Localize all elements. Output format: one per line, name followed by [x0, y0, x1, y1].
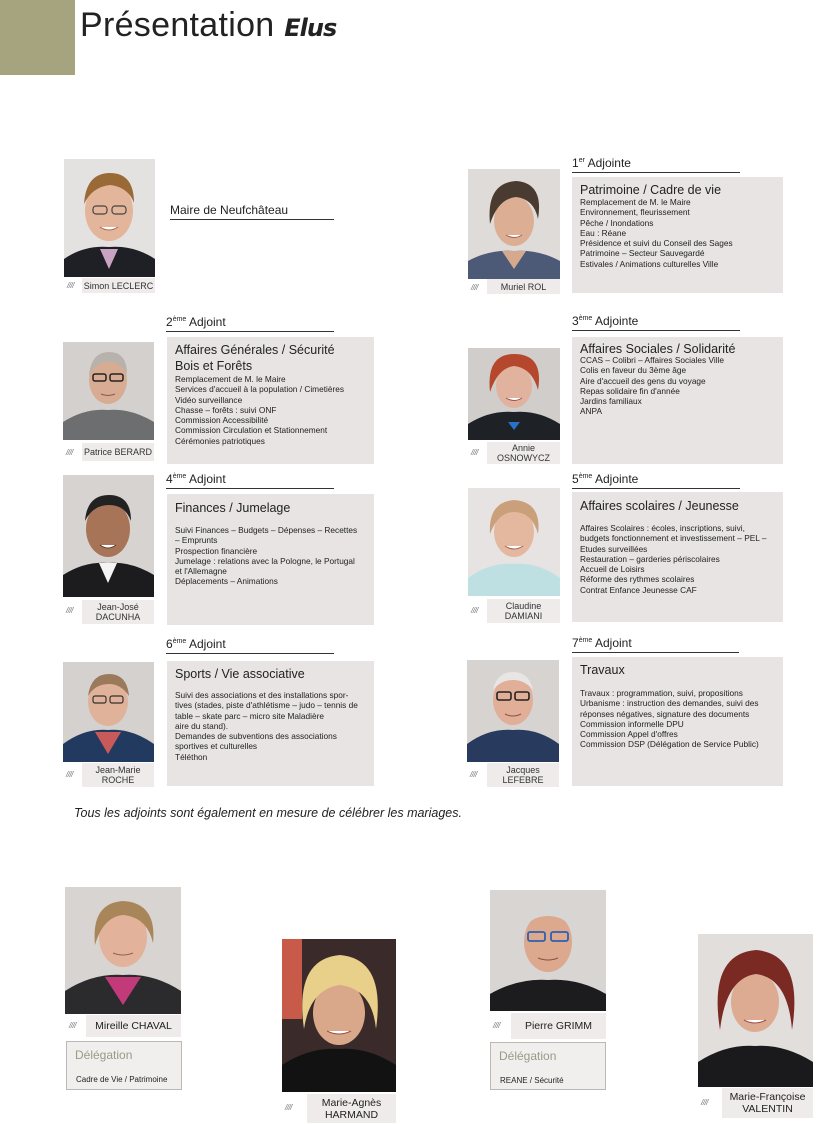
delegation-list: [580, 197, 733, 269]
list-item: Réforme des rythmes scolaires: [580, 574, 695, 585]
list-item: Aire d'accueil des gens du voyage: [580, 375, 706, 386]
slash-mark: ////: [285, 1103, 292, 1112]
councillor-1-photo: [65, 887, 181, 1014]
list-item: Suivi Finances – Budgets – Dépenses – Recettes: [175, 525, 358, 535]
adjoint-5-heading: 5ème Adjointe: [572, 472, 740, 489]
panel-title: Patrimoine / Cadre de vie: [580, 183, 722, 197]
councillor-3-delegation: [490, 1042, 606, 1090]
adjoint-1-heading: 1er Adjointe: [572, 156, 740, 173]
slash-mark: ////: [493, 1021, 500, 1030]
slash-mark: ////: [470, 770, 477, 779]
adjoint-7-name: Jacques LEFEBRE: [487, 763, 559, 787]
adjoint-3-name: Annie OSNOWYCZ: [487, 442, 560, 464]
list-item: Commission Accessibilité: [175, 415, 269, 426]
councillor-2-name: Marie-Agnès HARMAND: [307, 1094, 396, 1123]
list-item: Commission Appel d'offres: [580, 729, 678, 740]
delegation-list: [580, 523, 767, 595]
adjoint-3-heading: 3ème Adjointe: [572, 314, 740, 331]
panel-subtitle: Bois et Forêts: [175, 359, 253, 373]
adjoint-1-name: Muriel ROL: [487, 279, 560, 294]
list-item: Cérémonies patriotiques: [175, 435, 265, 446]
adjoint-3-photo: [468, 348, 560, 440]
councillor-3-photo: [490, 890, 606, 1011]
list-item: Travaux : programmation, suivi, propositions: [580, 688, 743, 698]
list-item: – Emprunts: [175, 535, 218, 546]
list-item: Environnement, fleurissement: [580, 207, 690, 218]
list-item: Commission informelle DPU: [580, 718, 684, 729]
adjoint-3-panel: [572, 337, 783, 464]
slash-mark: ////: [471, 448, 478, 457]
list-item: Chasse – forêts : suivi ONF: [175, 404, 277, 415]
slash-mark: ////: [471, 283, 478, 292]
adjoint-6-photo: [63, 662, 154, 762]
list-item: tives (stades, piste d'athlétisme – judo – tennis de: [175, 700, 358, 711]
adjoint-4-panel: [167, 494, 374, 625]
header-accent-block: [0, 0, 75, 75]
list-item: Services d'accueil à la population / Cimetières: [175, 384, 344, 395]
adjoint-2-heading: 2ème Adjoint: [166, 315, 334, 332]
councillor-1-name: Mireille CHAVAL: [86, 1015, 181, 1037]
list-item: Jardins familiaux: [580, 396, 642, 407]
list-item: Commission Circulation et Stationnement: [175, 425, 328, 436]
adjoint-4-name: Jean-José DACUNHA: [82, 600, 154, 624]
list-item: Contrat Enfance Jeunesse CAF: [580, 584, 697, 595]
adjoint-7-panel: [572, 657, 783, 786]
list-item: Repas solidaire fin d'année: [580, 385, 680, 396]
list-item: Etudes surveillées: [580, 543, 648, 554]
list-item: Estivales / Animations culturelles Ville: [580, 258, 719, 269]
panel-title: Finances / Jumelage: [175, 501, 291, 515]
panel-title: Travaux: [580, 663, 625, 677]
list-item: Urbanisme : instruction des demandes, suivi des: [580, 698, 759, 709]
list-item: Remplacement de M. le Maire: [175, 374, 286, 384]
list-item: Colis en faveur du 3ème âge: [580, 365, 687, 376]
list-item: Commission DSP (Délégation de Service Public): [580, 739, 759, 750]
slash-mark: ////: [471, 606, 478, 615]
adjoint-1-photo: [468, 169, 560, 279]
list-item: Déplacements – Animations: [175, 576, 278, 587]
mayor-role: Maire de Neufchâteau: [170, 203, 334, 220]
marriage-note: Tous les adjoints sont également en mesure de célébrer les mariages.: [74, 806, 462, 820]
list-item: Présidence et suivi du Conseil des Sages: [580, 238, 733, 249]
list-item: réponses négatives, signature des documents: [580, 708, 750, 719]
delegation-text: REANE / Sécurité: [500, 1076, 564, 1085]
list-item: Vidéo surveillance: [175, 394, 243, 405]
adjoint-6-name: Jean-Marie ROCHE: [82, 763, 154, 787]
delegation-text: Cadre de Vie / Patrimoine: [76, 1075, 168, 1084]
list-item: CCAS – Colibri – Affaires Sociales Ville: [580, 355, 725, 365]
adjoint-5-photo: [468, 488, 560, 596]
mayor-photo: [64, 159, 155, 277]
slash-mark: ////: [69, 1021, 76, 1030]
list-item: budgets fonctionnement et investissement – PEL –: [580, 533, 767, 544]
delegation-list: [580, 355, 724, 417]
list-item: Affaires Scolaires : écoles, inscriptions, suivi,: [580, 523, 745, 533]
adjoint-1-panel: [572, 177, 783, 293]
list-item: sportives et culturelles: [175, 741, 258, 752]
list-item: Suivi des associations et des installations spor-: [175, 690, 349, 700]
panel-title: Sports / Vie associative: [175, 667, 305, 681]
slash-mark: ////: [67, 281, 74, 290]
adjoint-4-heading: 4ème Adjoint: [166, 472, 334, 489]
councillor-1-delegation: [66, 1041, 182, 1090]
list-item: table – skate parc – micro site Maladière: [175, 710, 324, 721]
adjoint-2-name: Patrice BERARD: [82, 443, 154, 461]
adjoint-2-photo: [63, 342, 154, 440]
councillor-4-photo: [698, 934, 813, 1087]
slash-mark: ////: [66, 448, 73, 457]
page-title: Présentation Elus: [80, 6, 337, 44]
list-item: Prospection financière: [175, 545, 258, 556]
panel-title: Affaires Sociales / Solidarité: [580, 342, 736, 356]
mayor-name: Simon LECLERC: [82, 278, 155, 293]
panel-title: Affaires scolaires / Jeunesse: [580, 499, 739, 513]
list-item: Demandes de subventions des associations: [175, 731, 337, 742]
delegation-title: Délégation: [499, 1049, 557, 1063]
councillor-2-photo: [282, 939, 396, 1092]
delegation-list: [175, 690, 358, 762]
list-item: Remplacement de M. le Maire: [580, 197, 691, 207]
list-item: aire du stand).: [175, 720, 229, 731]
councillor-4-name: Marie-Françoise VALENTIN: [722, 1088, 813, 1118]
adjoint-2-panel: [167, 337, 374, 464]
list-item: Pêche / Inondations: [580, 217, 654, 228]
adjoint-5-panel: [572, 492, 783, 622]
list-item: Restauration – garderies périscolaires: [580, 553, 720, 564]
panel-title: Affaires Générales / Sécurité: [175, 343, 335, 357]
delegation-list: [175, 374, 344, 446]
adjoint-7-photo: [467, 660, 559, 762]
list-item: Patrimoine – Secteur Sauvegardé: [580, 248, 705, 259]
list-item: ANPA: [580, 406, 602, 417]
delegation-list: [175, 525, 357, 587]
adjoint-6-heading: 6ème Adjoint: [166, 637, 334, 654]
list-item: Jumelage : relations avec la Pologne, le Portugal: [175, 555, 355, 566]
delegation-list: [580, 688, 759, 750]
slash-mark: ////: [66, 770, 73, 779]
adjoint-4-photo: [63, 475, 154, 597]
adjoint-7-heading: 7ème Adjoint: [572, 636, 739, 653]
slash-mark: ////: [701, 1098, 708, 1107]
list-item: Téléthon: [175, 751, 208, 762]
delegation-title: Délégation: [75, 1048, 133, 1062]
councillor-3-name: Pierre GRIMM: [511, 1013, 606, 1039]
list-item: Eau : Réane: [580, 227, 627, 238]
slash-mark: ////: [66, 606, 73, 615]
adjoint-5-name: Claudine DAMIANI: [487, 599, 560, 623]
list-item: Accueil de Loisirs: [580, 564, 645, 575]
adjoint-6-panel: [167, 661, 374, 786]
list-item: et l'Allemagne: [175, 566, 227, 577]
